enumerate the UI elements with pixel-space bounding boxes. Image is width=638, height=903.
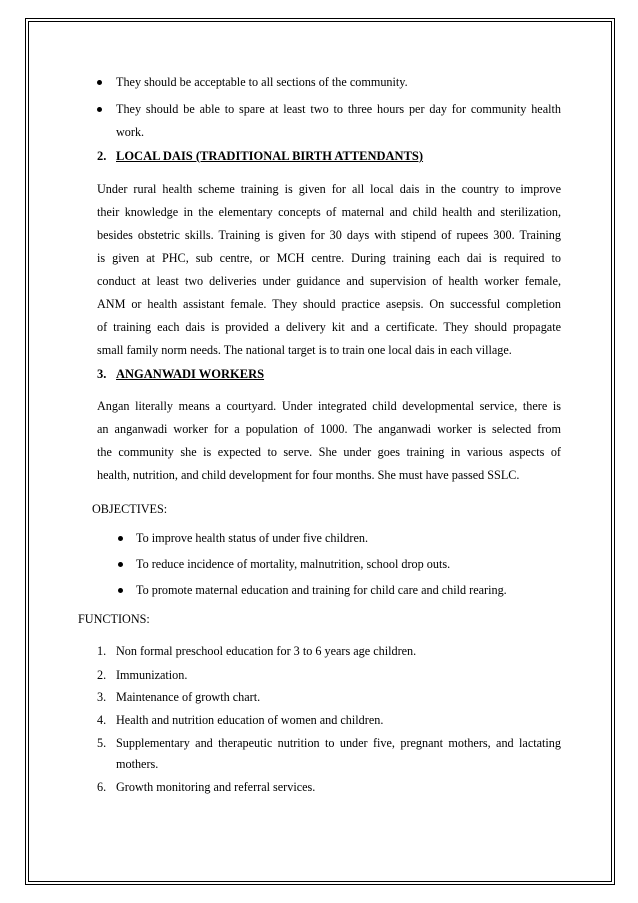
function-number: 2. (97, 668, 107, 682)
objective-item: To improve health status of under five children. (136, 531, 368, 545)
function-number: 5. (97, 736, 107, 750)
function-item-cont: mothers. (116, 757, 159, 771)
section-3-line: an anganwadi worker for a population of 1000. The anganwadi worker is selected from (97, 422, 561, 436)
function-item: Immunization. (116, 668, 188, 682)
function-number: 4. (97, 713, 107, 727)
function-number: 1. (97, 644, 107, 658)
bullet-icon (118, 588, 123, 593)
section-2-line: conduct at least two deliveries under guidance and supervision of health worker female, (97, 274, 561, 288)
section-3-line: health, nutrition, and child development for four months. She must have passed SSLC. (97, 468, 520, 482)
section-3-line: the community she is expected to serve. She under goes training in various aspects of (97, 445, 561, 459)
bullet-icon (97, 80, 102, 85)
section-2-line: small family norm needs. The national target is to train one local dais in each village. (97, 343, 512, 357)
function-item: Growth monitoring and referral services. (116, 780, 316, 794)
section-2-line: of training each dais is provided a delivery kit and a certificate. They should propagate (97, 320, 561, 334)
objective-item: To reduce incidence of mortality, malnutrition, school drop outs. (136, 557, 451, 571)
section-3-heading: ANGANWADI WORKERS (116, 367, 265, 381)
section-2-line: Under rural health scheme training is given for all local dais in the country to improve (97, 182, 561, 196)
function-item: Non formal preschool education for 3 to 6 years age children. (116, 644, 417, 658)
objective-item: To promote maternal education and training for child care and child rearing. (136, 583, 507, 597)
section-2-number: 2. (97, 149, 107, 163)
top-bullet-1: They should be acceptable to all sections of the community. (116, 75, 408, 89)
function-item: Maintenance of growth chart. (116, 690, 261, 704)
function-item: Health and nutrition education of women and children. (116, 713, 384, 727)
section-2-line: ANM or health assistant female. They should practice asepsis. On successful completion (97, 297, 561, 311)
section-2-heading: LOCAL DAIS (TRADITIONAL BIRTH ATTENDANTS) (116, 149, 424, 163)
objectives-heading: OBJECTIVES: (92, 502, 168, 516)
bullet-icon (118, 562, 123, 567)
top-bullet-2: They should be able to spare at least two to three hours per day for community health (116, 102, 561, 116)
section-2-line: besides obstetric skills. Training is given for 30 days with stipend of rupees 300. Training (97, 228, 561, 242)
function-item: Supplementary and therapeutic nutrition to under five, pregnant mothers, and lactating (116, 736, 561, 750)
bullet-icon (118, 536, 123, 541)
section-2-line: is given at PHC, sub centre, or MCH centre. During training each dai is required to (97, 251, 561, 265)
section-3-number: 3. (97, 367, 107, 381)
functions-heading: FUNCTIONS: (78, 612, 150, 626)
section-2-line: their knowledge in the elementary concepts of maternal and child health and sterilization, (97, 205, 561, 219)
section-3-line: Angan literally means a courtyard. Under integrated child developmental service, there is (97, 399, 561, 413)
bullet-icon (97, 107, 102, 112)
function-number: 3. (97, 690, 107, 704)
function-number: 6. (97, 780, 107, 794)
top-bullet-2-cont: work. (116, 125, 145, 139)
